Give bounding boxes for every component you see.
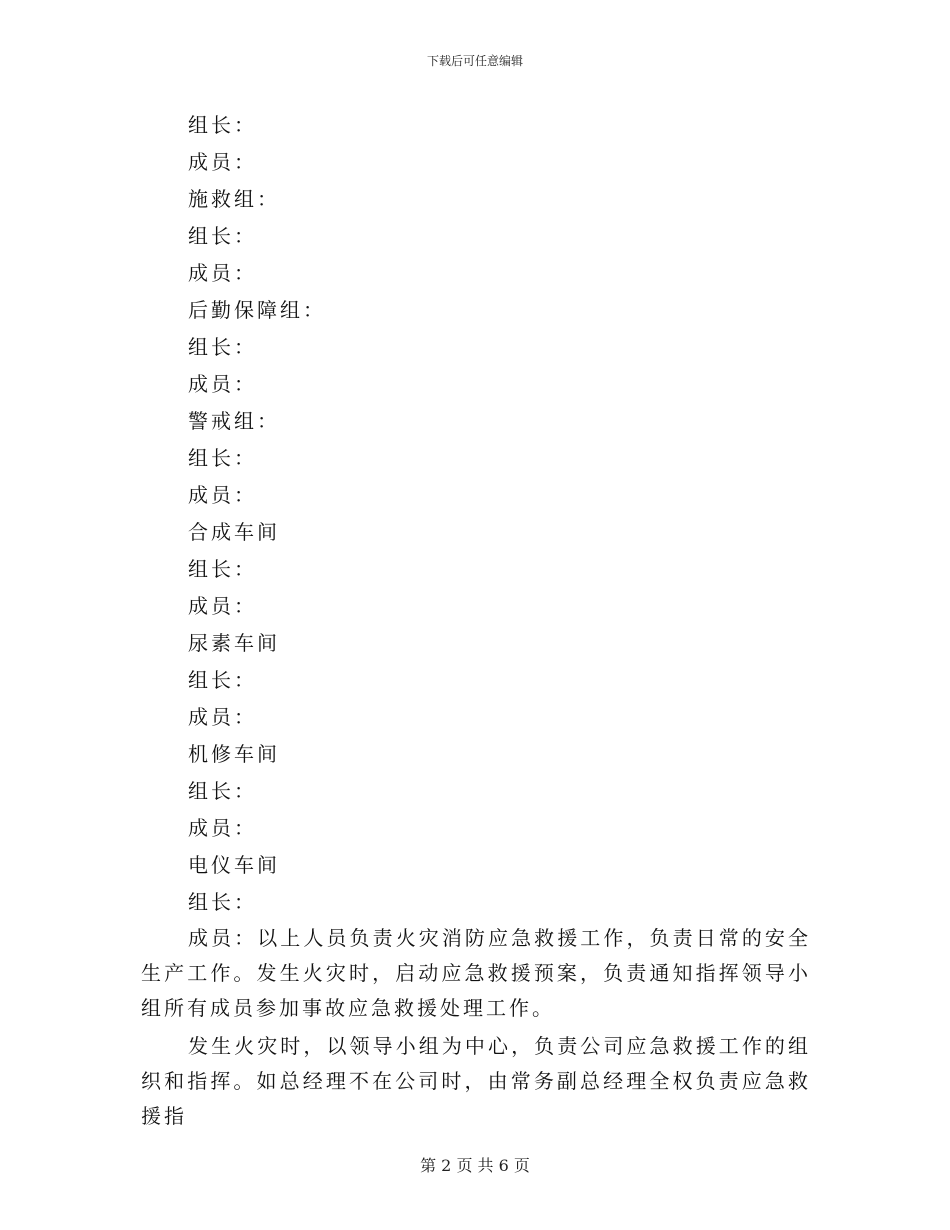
document-body — [141, 107, 811, 1134]
text-line: 成员： — [188, 261, 257, 285]
text-line: 合成车间 — [188, 520, 280, 544]
text-line: 组长： — [188, 113, 257, 137]
text-line: 成员： — [188, 594, 257, 618]
page-footer: 第 2 页 共 6 页 — [420, 1156, 530, 1175]
text-line: 组长： — [188, 557, 257, 581]
text-line: 警戒组： — [188, 409, 280, 433]
body-paragraph: 成员：以上人员负责火灾消防应急救援工作，负责日常的安全生产工作。发生火灾时，启动应急救援预案，负责通知指挥领导小组所有成员参加事故应急救援处理工作。 — [141, 926, 811, 1020]
text-line: 尿素车间 — [188, 631, 280, 655]
text-line: 成员： — [188, 816, 257, 840]
page-header: 下载后可任意编辑 — [426, 54, 523, 68]
text-line: 后勤保障组： — [188, 298, 326, 322]
text-line: 成员： — [188, 150, 257, 174]
text-line: 成员： — [188, 705, 257, 729]
text-line: 组长： — [188, 335, 257, 359]
body-paragraph: 发生火灾时，以领导小组为中心，负责公司应急救援工作的组织和指挥。如总经理不在公司时，由常务副总经理全权负责应急救援指 — [141, 1034, 811, 1128]
text-line: 成员： — [188, 372, 257, 396]
text-line: 组长： — [188, 779, 257, 803]
text-line: 电仪车间 — [188, 853, 280, 877]
text-line: 组长： — [188, 224, 257, 248]
text-line: 施救组： — [188, 187, 280, 211]
text-line: 组长： — [188, 446, 257, 470]
text-line: 组长： — [188, 668, 257, 692]
text-line: 机修车间 — [188, 742, 280, 766]
text-line: 成员： — [188, 483, 257, 507]
text-line: 组长： — [188, 890, 257, 914]
